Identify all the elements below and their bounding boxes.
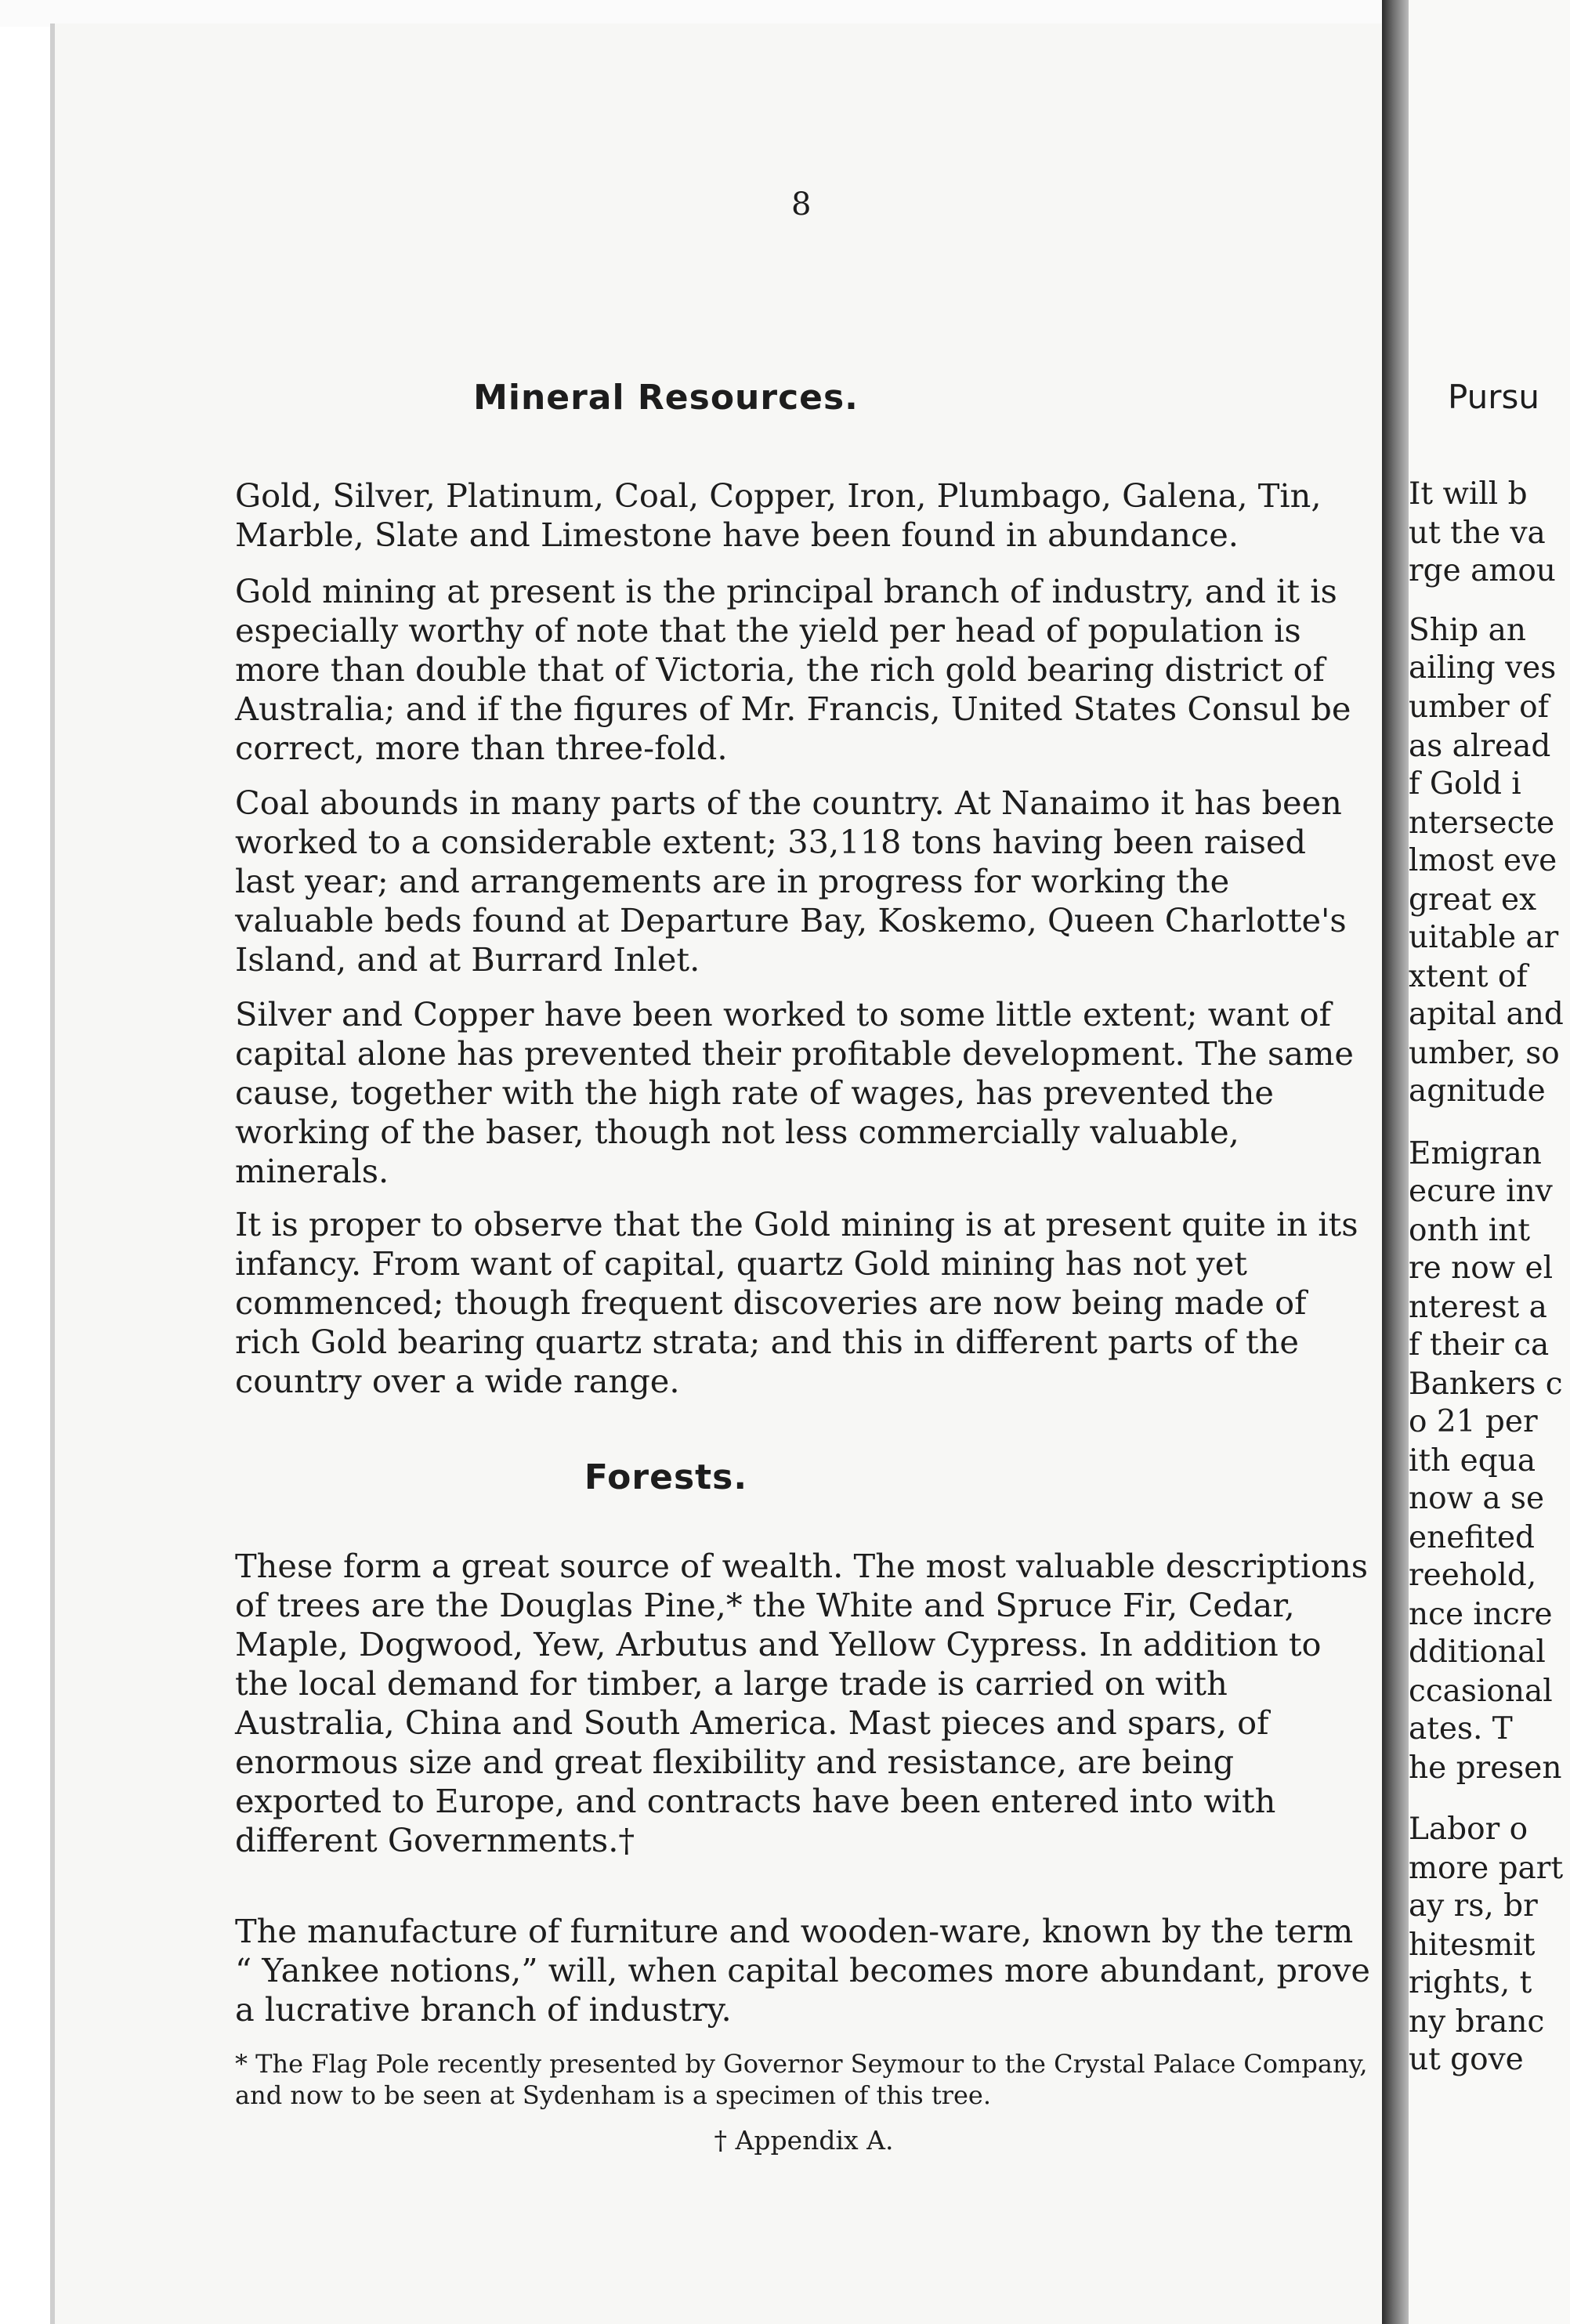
facing-page-line: ates. T (1409, 1711, 1513, 1747)
facing-page-line: Emigran (1409, 1136, 1542, 1171)
paragraph-forest-wealth: These form a great source of wealth. The most valuable descriptions of trees are the Douglas Pine,* the White and Spruce Fir, Cedar, Maple, Dogwood, Yew, Arbutus and Yellow Cypress. In addition to the local demand for timber, a large trade is carried on with Australia, China and South America. Mast pieces and spars, of enormous size and great flexibility and resistance, are being exported to Europe, and contracts have been entered into with different Governments.† (235, 1547, 1368, 1859)
facing-page-line: he presen (1409, 1750, 1562, 1786)
facing-page-line: as alread (1409, 729, 1551, 764)
facing-page-line: Ship an (1409, 613, 1527, 648)
facing-page (1409, 0, 1570, 2324)
facing-page-line: o 21 per (1409, 1404, 1538, 1439)
facing-page-heading: Pursu (1448, 378, 1539, 416)
paragraph-coal: Coal abounds in many parts of the country. At Nanaimo it has been worked to a considerable extent; 33,118 tons having been raised last year; and arrangements are in progress for working the valuable beds found at Departure Bay, Koskemo, Queen Charlotte's Island, and at Burrard Inlet. (235, 784, 1347, 979)
facing-page-line: xtent of (1409, 959, 1528, 994)
facing-page-line: ut the va (1409, 516, 1546, 551)
facing-page-line: ailing ves (1409, 650, 1557, 686)
facing-page-line: dditional (1409, 1634, 1546, 1670)
appendix-reference: † Appendix A. (714, 2125, 894, 2156)
facing-page-line: umber of (1409, 690, 1550, 725)
facing-page-line: re now el (1409, 1251, 1554, 1286)
section-heading-mineral-resources: Mineral Resources. (473, 378, 859, 418)
facing-page-line: ecure inv (1409, 1174, 1553, 1209)
page-number: 8 (791, 186, 812, 223)
scan-edge (0, 0, 1570, 27)
facing-page-line: apital and (1409, 997, 1564, 1032)
facing-page-line: umber, so (1409, 1036, 1560, 1071)
facing-page-line: now a se (1409, 1481, 1545, 1516)
facing-page-line: f Gold i (1409, 766, 1521, 802)
facing-page-line: It will b (1409, 476, 1528, 512)
facing-page-line: more part (1409, 1851, 1564, 1886)
facing-page-line: agnitude (1409, 1073, 1546, 1109)
facing-page-line: ccasional (1409, 1674, 1553, 1709)
facing-page-line: uitable ar (1409, 920, 1559, 955)
facing-page-line: great ex (1409, 882, 1537, 918)
paragraph-furniture: The manufacture of furniture and wooden-ware, known by the term “ Yankee notions,” will, when capital becomes more abundant, prove a lucrative branch of industry. (235, 1912, 1370, 2029)
facing-page-line: ut gove (1409, 2042, 1524, 2077)
facing-page-line: nterest a (1409, 1290, 1547, 1325)
facing-page-line: reehold, (1409, 1558, 1537, 1593)
paragraph-gold-infancy: It is proper to observe that the Gold mining is at present quite in its infancy. From want of capital, quartz Gold mining has not yet commenced; though frequent discoveries are now being made of rich Gold bearing quartz strata; and this in different parts of the country over a wide range. (235, 1205, 1358, 1400)
facing-page-line: enefited (1409, 1520, 1536, 1555)
facing-page-line: ith equa (1409, 1443, 1536, 1479)
paragraph-minerals-list: Gold, Silver, Platinum, Coal, Copper, Iron, Plumbago, Galena, Tin, Marble, Slate and Limestone have been found in abundance. (235, 476, 1322, 554)
facing-page-line: ay rs, br (1409, 1888, 1538, 1924)
book-gutter (1382, 0, 1409, 2324)
paragraph-gold-mining: Gold mining at present is the principal branch of industry, and it is especially worthy of note that the yield per head of population is more than double that of Victoria, the rich gold bearing district of Australia; and if the figures of Mr. Francis, United States Consul be correct, more than three-fold. (235, 572, 1351, 767)
facing-page-line: rge amou (1409, 553, 1556, 588)
facing-page-line: f their ca (1409, 1327, 1550, 1363)
facing-page-line: onth int (1409, 1213, 1531, 1248)
facing-page-line: ntersecte (1409, 805, 1555, 841)
section-heading-forests: Forests. (584, 1457, 748, 1497)
facing-page-line: Bankers c (1409, 1367, 1563, 1402)
footnote-flag-pole: * The Flag Pole recently presented by Governor Seymour to the Crystal Palace Company, and now to be seen at Sydenham is a specimen of this tree. (235, 2049, 1368, 2110)
facing-page-line: rights, t (1409, 1965, 1532, 2000)
facing-page-line: nce incre (1409, 1597, 1553, 1632)
facing-page-line: hitesmit (1409, 1928, 1536, 1963)
facing-page-line: lmost eve (1409, 843, 1557, 878)
facing-page-line: Labor o (1409, 1812, 1528, 1847)
facing-page-line: ny branc (1409, 2004, 1545, 2040)
paragraph-silver-copper: Silver and Copper have been worked to some little extent; want of capital alone has prevented their profitable development. The same cause, together with the high rate of wages, has prevented the working of the baser, though not less commercially valuable, minerals. (235, 995, 1354, 1190)
